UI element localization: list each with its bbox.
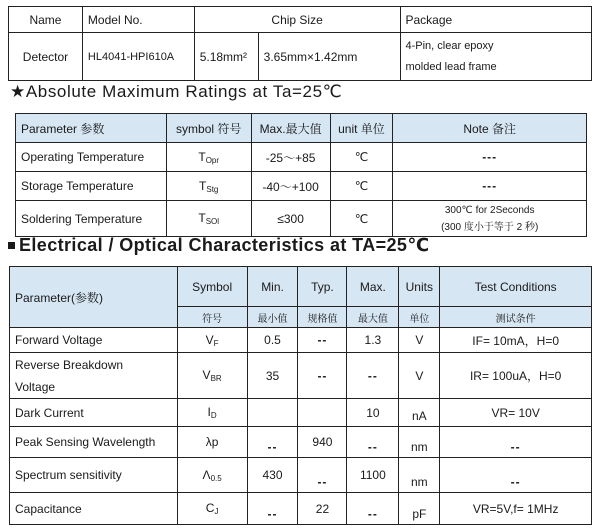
elec-parameter: Spectrum sensitivity — [10, 458, 178, 493]
abs-unit: ℃ — [330, 172, 393, 201]
elec-parameter: Dark Current — [10, 399, 178, 427]
elec-table — [9, 266, 592, 525]
header-model: Model No. — [82, 7, 194, 33]
elec-header-units: Units — [399, 267, 440, 307]
abs-unit: ℃ — [330, 143, 393, 172]
abs-header-symbol: symbol 符号 — [166, 114, 251, 143]
abs-value: -40～+100 — [251, 172, 330, 201]
elec-header-parameter: Parameter(参数) — [10, 267, 178, 328]
elec-symbol: $C_J$ — [177, 493, 247, 525]
elec-parameter: Peak Sensing Wavelength — [10, 427, 178, 458]
elec-unit: nm — [399, 427, 440, 458]
elec-condition: -- — [440, 458, 592, 493]
elec-row-dark-current — [10, 399, 592, 427]
elec-typ: -- — [298, 328, 347, 353]
product-model: HL4041-HPI610A — [82, 33, 194, 81]
abs-note-line-2: (300 度小于等于 2 秒) — [441, 221, 539, 233]
elec-header-symbol: Symbol — [177, 267, 247, 307]
product-name: Detector — [9, 33, 83, 81]
elec-header-typ: Typ. — [298, 267, 347, 307]
elec-sub-max: 最大值 — [347, 307, 399, 328]
header-name: Name — [9, 7, 83, 33]
package-description — [400, 33, 592, 81]
abs-note: --- — [393, 143, 587, 172]
elec-symbol: $\Lambda_{0.5}$ — [177, 458, 247, 493]
elec-max: 1.3 — [347, 328, 399, 353]
abs-max-table — [15, 113, 587, 237]
elec-min: -- — [247, 427, 298, 458]
abs-value: ≤300 — [251, 201, 330, 237]
elec-condition: IF= 10mA，H=0 — [440, 328, 592, 353]
header-chip-size: Chip Size — [194, 7, 400, 33]
elec-typ: -- — [298, 353, 347, 399]
square-bullet-icon — [8, 242, 15, 249]
abs-header-parameter: Parameter 参数 — [16, 114, 167, 143]
abs-row-operating — [16, 143, 587, 172]
elec-typ: 940 — [298, 427, 347, 458]
abs-header-max: Max.最大值 — [251, 114, 330, 143]
elec-symbol: $V_F$ — [177, 328, 247, 353]
package-line-2: molded lead frame — [405, 60, 497, 73]
abs-row-storage — [16, 172, 587, 201]
elec-title — [8, 235, 430, 256]
elec-sub-typ: 规格值 — [298, 307, 347, 328]
abs-value: -25～+85 — [251, 143, 330, 172]
product-info-header-row — [9, 7, 592, 33]
abs-parameter: Operating Temperature — [16, 143, 167, 172]
elec-condition: VR= 10V — [440, 399, 592, 427]
abs-note — [393, 201, 587, 237]
product-info-row — [9, 33, 592, 81]
elec-condition: IR= 100uA，H=0 — [440, 353, 592, 399]
elec-max: 10 — [347, 399, 399, 427]
elec-typ: 22 — [298, 493, 347, 525]
elec-header-test: Test Conditions — [440, 267, 592, 307]
abs-header-note: Note 备注 — [393, 114, 587, 143]
elec-sub-test: 测试条件 — [440, 307, 592, 328]
elec-condition: VR=5V,f= 1MHz — [440, 493, 592, 525]
elec-title-text: Electrical / Optical Characteristics at TA=25℃ — [19, 235, 430, 255]
elec-typ: -- — [298, 458, 347, 493]
elec-parameter: Capacitance — [10, 493, 178, 525]
abs-header-unit: unit 单位 — [330, 114, 393, 143]
elec-min: 0.5 — [247, 328, 298, 353]
abs-symbol: $T_{Opr}$ — [166, 143, 251, 172]
elec-header-max: Max. — [347, 267, 399, 307]
elec-max: 1100 — [347, 458, 399, 493]
product-info-table — [8, 6, 592, 81]
abs-max-title: ★Absolute Maximum Ratings at Ta=25℃ — [10, 82, 343, 101]
abs-row-soldering — [16, 201, 587, 237]
abs-parameter: Soldering Temperature — [16, 201, 167, 237]
elec-row-forward-voltage — [10, 328, 592, 353]
package-line-1: 4-Pin, clear epoxy — [405, 39, 494, 52]
elec-symbol: $V_{BR}$ — [177, 353, 247, 399]
elec-sub-symbol: 符号 — [177, 307, 247, 328]
elec-unit: V — [399, 328, 440, 353]
abs-note-line-1: 300℃ for 2Seconds — [444, 204, 535, 216]
elec-condition: -- — [440, 427, 592, 458]
elec-min: 35 — [247, 353, 298, 399]
elec-min: -- — [247, 493, 298, 525]
elec-typ — [298, 399, 347, 427]
elec-sub-units: 单位 — [399, 307, 440, 328]
elec-sub-min: 最小值 — [247, 307, 298, 328]
elec-unit: pF — [399, 493, 440, 525]
abs-note: --- — [393, 172, 587, 201]
elec-min: 430 — [247, 458, 298, 493]
chip-dimensions: 3.65mm×1.42mm — [258, 33, 400, 81]
elec-parameter-line-2: Voltage — [15, 379, 56, 394]
elec-row-reverse-breakdown — [10, 353, 592, 399]
elec-row-spectrum-sensitivity — [10, 458, 592, 493]
chip-area: 5.18mm² — [194, 33, 258, 81]
header-package: Package — [400, 7, 592, 33]
elec-max: -- — [347, 427, 399, 458]
elec-parameter — [10, 353, 178, 399]
elec-unit: V — [399, 353, 440, 399]
elec-symbol: $I_D$ — [177, 399, 247, 427]
elec-header-row — [10, 267, 592, 307]
elec-max: -- — [347, 353, 399, 399]
elec-parameter: Forward Voltage — [10, 328, 178, 353]
abs-symbol: $T_{Stg}$ — [166, 172, 251, 201]
abs-unit: ℃ — [330, 201, 393, 237]
abs-max-header-row — [16, 114, 587, 143]
elec-unit: nm — [399, 458, 440, 493]
elec-max: -- — [347, 493, 399, 525]
abs-parameter: Storage Temperature — [16, 172, 167, 201]
abs-symbol: $T_{SOl}$ — [166, 201, 251, 237]
elec-min — [247, 399, 298, 427]
elec-row-peak-wavelength — [10, 427, 592, 458]
elec-row-capacitance — [10, 493, 592, 525]
elec-header-min: Min. — [247, 267, 298, 307]
elec-unit: nA — [399, 399, 440, 427]
elec-parameter-line-1: Reverse Breakdown — [15, 357, 124, 372]
elec-symbol: λp — [177, 427, 247, 458]
